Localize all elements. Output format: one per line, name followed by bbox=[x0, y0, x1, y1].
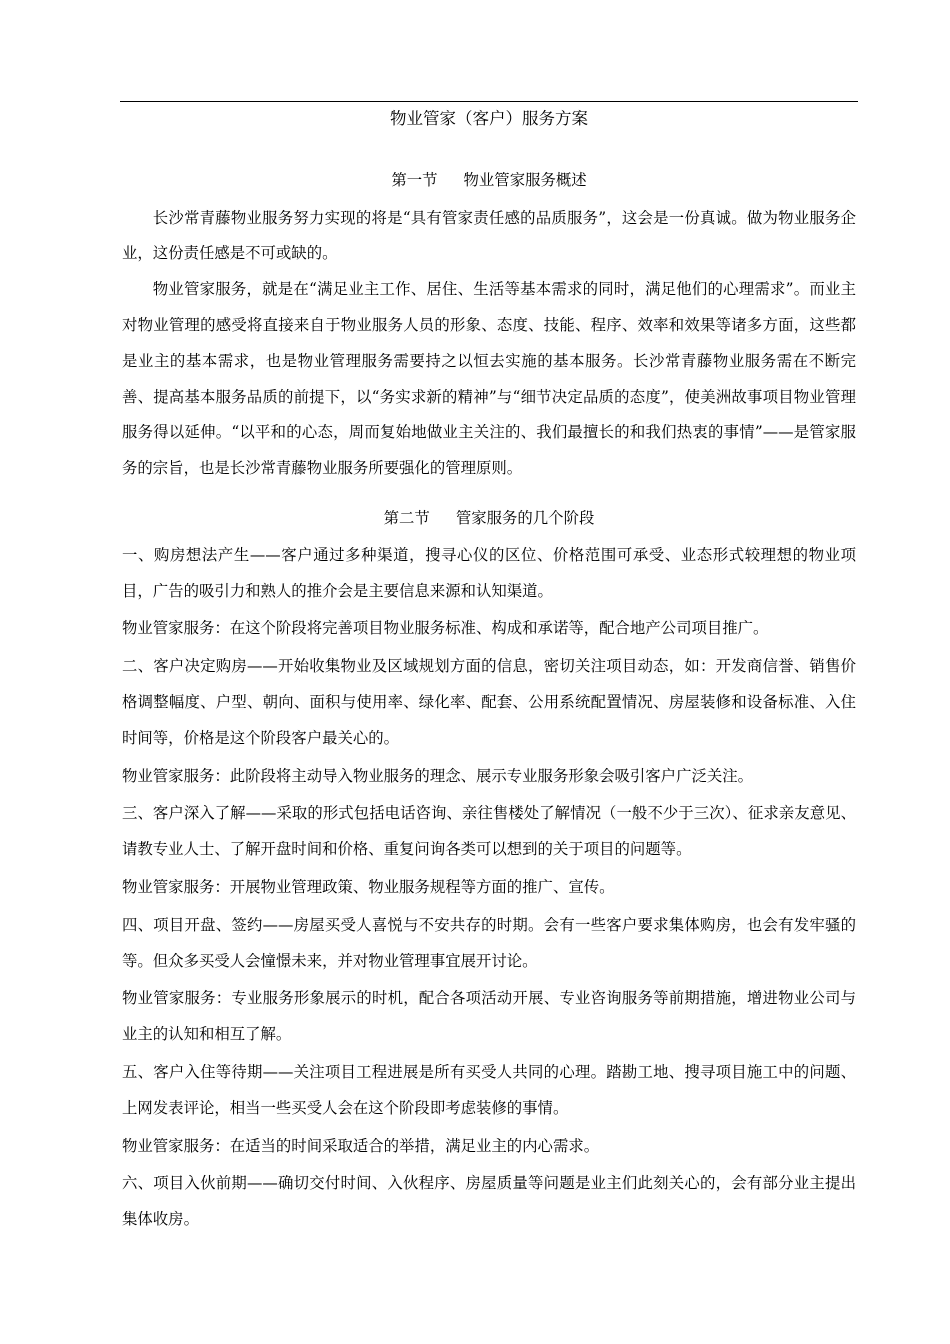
section-number: 第二节 bbox=[383, 508, 430, 527]
service-paragraph: 物业管家服务：开展物业管理政策、物业服务规程等方面的推广、宣传。 bbox=[122, 877, 615, 896]
service-paragraph: 物业管家服务：专业服务形象展示的时机，配合各项活动开展、专业咨询服务等前期措施，增进物业公司与业主的认知和相互了解。 bbox=[122, 989, 856, 1044]
section-number: 第一节 bbox=[391, 170, 438, 189]
stage-paragraph: 四、项目开盘、签约——房屋买受人喜悦与不安共存的时期。会有一些客户要求集体购房，也会有发牢骚的等。但众多买受人会憧憬未来，并对物业管理事宜展开讨论。 bbox=[122, 915, 856, 970]
document-title: 物业管家（客户）服务方案 bbox=[390, 109, 588, 128]
document-body bbox=[122, 101, 856, 1240]
stage-paragraph: 一、购房想法产生——客户通过多种渠道，搜寻心仪的区位、价格范围可承受、业态形式较理想的物业项目，广告的吸引力和熟人的推介会是主要信息来源和认知渠道。 bbox=[122, 545, 856, 600]
section-title: 管家服务的几个阶段 bbox=[455, 508, 595, 527]
paragraph: 物业管家服务，就是在“满足业主工作、居住、生活等基本需求的同时，满足他们的心理需求”。而业主对物业管理的感受将直接来自于物业服务人员的形象、态度、技能、程序、效率和效果等诸多方面，这些都是业主的基本需求，也是物业管理服务需要持之以恒去实施的基本服务。长沙常青藤物业服务需在不断完善、提高基本服务品质的前提下，以“务实求新的精神”与“细节决定品质的态度”，使美洲故事项目物业管理服务得以延伸。“以平和的心态，周而复始地做业主关注的、我们最擅长的和我们热衷的事情”——是管家服务的宗旨，也是长沙常青藤物业服务所要强化的管理原则。 bbox=[122, 280, 856, 478]
service-paragraph: 物业管家服务：在适当的时间采取适合的举措，满足业主的内心需求。 bbox=[122, 1136, 600, 1155]
section-title: 物业管家服务概述 bbox=[463, 170, 587, 189]
paragraph: 长沙常青藤物业服务努力实现的将是“具有管家责任感的品质服务”，这会是一份真诚。做为物业服务企业，这份责任感是不可或缺的。 bbox=[122, 208, 856, 263]
stage-paragraph: 六、项目入伙前期——确切交付时间、入伙程序、房屋质量等问题是业主们此刻关心的，会有部分业主提出集体收房。 bbox=[122, 1174, 856, 1229]
service-paragraph: 物业管家服务：此阶段将主动导入物业服务的理念、展示专业服务形象会吸引客户广泛关注。 bbox=[122, 766, 754, 785]
stage-paragraph: 三、客户深入了解——采取的形式包括电话咨询、亲往售楼处了解情况（一般不少于三次）、征求亲友意见、请教专业人士、了解开盘时间和价格、重复问询各类可以想到的关于项目的问题等。 bbox=[122, 804, 856, 859]
stage-paragraph: 二、客户决定购房——开始收集物业及区域规划方面的信息，密切关注项目动态，如：开发商信誉、销售价格调整幅度、户型、朝向、面积与使用率、绿化率、配套、公用系统配置情况、房屋装修和设备标准、入住时间等，价格是这个阶段客户最关心的。 bbox=[122, 657, 856, 747]
section-heading bbox=[122, 163, 856, 199]
stage-paragraph: 五、客户入住等待期——关注项目工程进展是所有买受人共同的心理。踏勘工地、搜寻项目施工中的问题、上网发表评论，相当一些买受人会在这个阶段即考虑装修的事情。 bbox=[122, 1062, 856, 1117]
section-heading bbox=[122, 501, 856, 537]
service-paragraph: 物业管家服务：在这个阶段将完善项目物业服务标准、构成和承诺等，配合地产公司项目推广。 bbox=[122, 619, 769, 638]
